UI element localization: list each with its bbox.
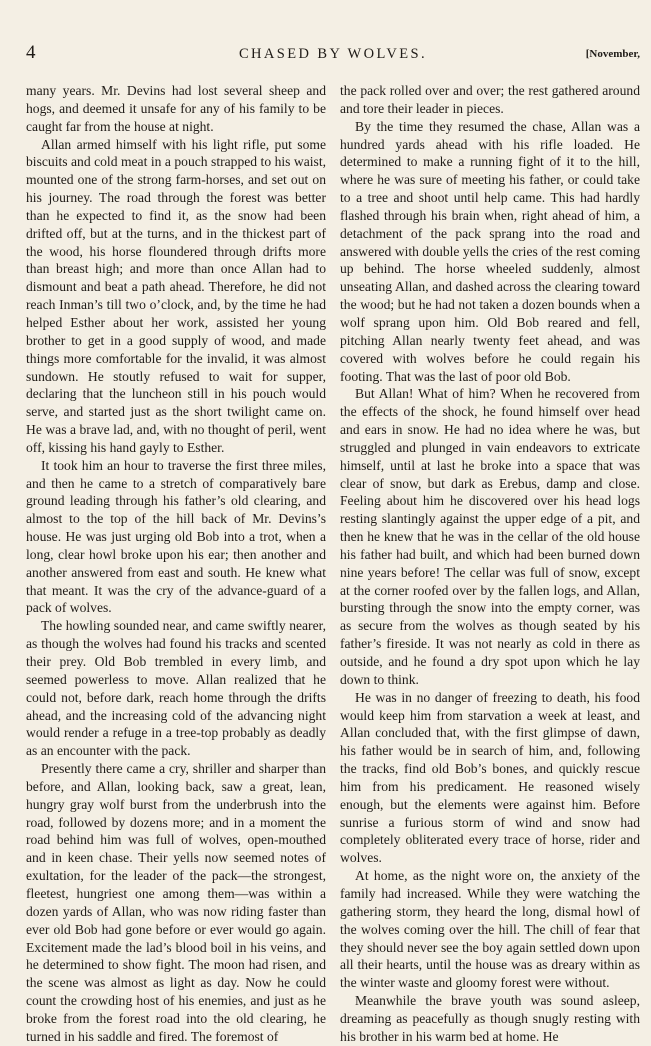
paragraph: It took him an hour to traverse the first three miles, and then he came to a stretch of comparatively bare ground leading through his father’s old clearing, and almost to the top of the hill back of Mr. Devins’s house. He was just urging old Bob into a trot, when a long, clear howl broke upon his ear; then another and another answered from east and south. He knew what that meant. It was the cry of the advance-guard of a pack of wolves. bbox=[26, 457, 326, 616]
paragraph: Allan armed himself with his light rifle, put some biscuits and cold meat in a pouch strapped to his waist, mounted one of the strong farm-horses, and set out on his journey. The road through the forest was better than he expected to find it, as the snow had been drifted off, but at the turns, and in the thickest part of the wood, his horse floundered through drifts more than breast high; and more than once Allan had to dismount and beat a path ahead. Therefore, he did not reach Inman’s till two o’clock, and, by the time he had helped Esther about her work, assisted her young brother to get in a good supply of wood, and made things more comfortable for the invalid, it was almost sundown. He stoutly refused to wait for supper, declaring that the luncheon still in his pouch would serve, and started just as the short twilight came on. He was a brave lad, and, with no thought of peril, went off, kissing his hand gayly to Esther. bbox=[26, 136, 326, 455]
paragraph: the pack rolled over and over; the rest gathered around and tore their leader in pieces. bbox=[340, 83, 640, 116]
paragraph: By the time they resumed the chase, Allan was a hundred yards ahead with his rifle loaded. He determined to make a running fight of it to the hill, where he was sure of meeting his father, or could take to a tree and shoot until help came. This had hardly flashed through his brain when, right ahead of him, a detachment of the pack sprang into the road and answered with double yells the cries of the rest coming up behind. The horse wheeled suddenly, almost unseating Allan, and dashed across the clearing toward the wood; but he had not taken a dozen bounds when a wolf sprang upon him. Old Bob reared and fell, pitching Allan nearly twenty feet ahead, and was covered with wolves before he could regain his footing. That was the last of poor old Bob. bbox=[340, 118, 640, 384]
paragraph: many years. Mr. Devins had lost several sheep and hogs, and deemed it unsafe for any of his family to be caught far from the house at night. bbox=[26, 83, 326, 134]
page-number: 4 bbox=[26, 42, 36, 63]
page-header bbox=[26, 42, 640, 68]
paragraph: The howling sounded near, and came swiftly nearer, as though the wolves had found his tracks and scented their prey. Old Bob trembled in every limb, and seemed powerless to move. Allan realized that he could not, before dark, reach home through the drifts ahead, and the increasing cold of the advancing night would render a refuge in a tree-top probably as deadly as an encounter with the pack. bbox=[26, 618, 326, 759]
issue-month: [November, bbox=[585, 48, 640, 60]
paragraph: At home, as the night wore on, the anxiety of the family had increased. While they were watching the gathering storm, they heard the long, dismal howl of the wolves coming over the hill. The chill of fear that they should never see the boy again settled down upon all their hearts, until the house was as dreary within as the winter waste and gloomy forest were without. bbox=[340, 868, 640, 991]
left-column bbox=[26, 82, 326, 1046]
right-column bbox=[340, 82, 640, 1046]
paragraph: Meanwhile the brave youth was sound asleep, dreaming as peacefully as though snugly resting with his brother in his warm bed at home. He bbox=[340, 993, 640, 1044]
paragraph: Presently there came a cry, shriller and sharper than before, and Allan, looking back, saw a great, lean, hungry gray wolf burst from the underbrush into the road, followed by dozens more; and in a moment the road behind him was full of wolves, open-mouthed and in keen chase. Their yells now seemed notes of exultation, for the leader of the pack—the strongest, fleetest, hungriest one among them—was within a dozen yards of Allan, who was now riding faster than ever old Bob had gone before or ever would go again. Excitement made the lad’s blood boil in his veins, and he determined to show fight. The moon had risen, and the scene was almost as light as day. Now he could count the crowding host of his enemies, and just as he broke from the forest road into the old clearing, he turned in his saddle and fired. The foremost of bbox=[26, 761, 326, 1044]
paragraph: He was in no danger of freezing to death, his food would keep him from starvation a week at least, and Allan concluded that, with the first glimpse of dawn, his father would be in search of him, and, following the tracks, find old Bob’s bones, and quickly rescue him from his predicament. He reasoned wisely enough, but the elements were against him. Before sunrise a furious storm of wind and snow had completely obliterated every trace of horse, rider and wolves. bbox=[340, 689, 640, 866]
paragraph: But Allan! What of him? When he recovered from the effects of the shock, he found himself over head and ears in snow. He had no idea where he was, but struggled and plunged in vain endeavors to extricate himself, until at last he broke into a space that was clear of snow, but dark as Erebus, damp and close. Feeling about him he discovered over his head logs resting slantingly against the upper edge of a pit, and then he knew that he was in the cellar of the old house his father had built, and which had been burned down nine years before! The cellar was full of snow, except at the corner roofed over by the fallen logs, and Allan, bursting through the snow into the empty corner, was as secure from the wolves as though seated by his father’s fireside. It was not nearly as cold in there as outside, and he found a dry spot upon which he lay down to think. bbox=[340, 386, 640, 687]
running-title: CHASED BY WOLVES. bbox=[238, 46, 428, 62]
